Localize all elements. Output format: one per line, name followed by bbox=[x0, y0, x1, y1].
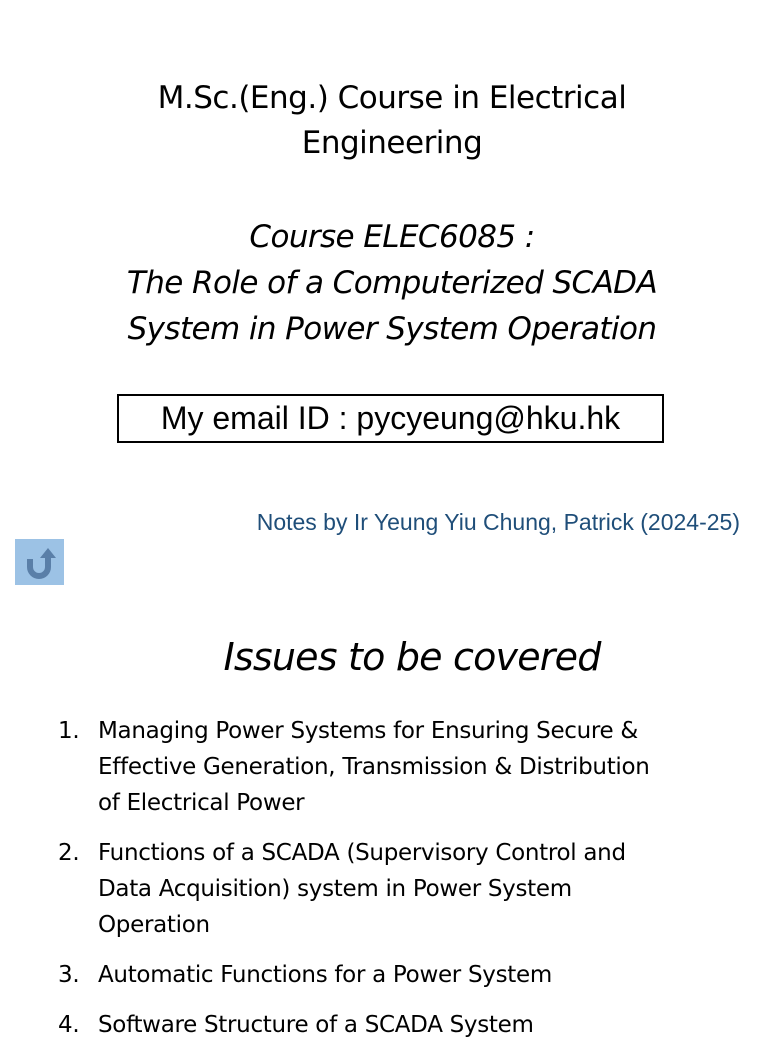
list-item bbox=[58, 835, 718, 943]
list-item-line: Effective Generation, Transmission & Distribution bbox=[98, 754, 650, 780]
list-item-line: Functions of a SCADA (Supervisory Control and bbox=[98, 840, 626, 866]
list-item bbox=[58, 1007, 718, 1043]
course-title bbox=[0, 76, 768, 166]
course-title-line: Engineering bbox=[301, 125, 483, 161]
list-item-line: Managing Power Systems for Ensuring Secure & bbox=[98, 718, 639, 744]
list-item-text bbox=[98, 835, 718, 943]
list-item-line: Data Acquisition) system in Power System bbox=[98, 876, 572, 902]
list-item-number: 4. bbox=[58, 1012, 80, 1038]
list-item-line: Software Structure of a SCADA System bbox=[98, 1012, 534, 1038]
email-box: My email ID : pycyeung@hku.hk bbox=[117, 394, 664, 443]
list-item-line: Operation bbox=[98, 912, 210, 938]
course-subtitle bbox=[0, 214, 768, 352]
list-item-text bbox=[98, 957, 718, 993]
issues-list bbox=[58, 713, 718, 1057]
issues-title: Issues to be covered bbox=[223, 635, 601, 679]
course-subtitle-line: System in Power System Operation bbox=[127, 311, 657, 347]
list-item-number: 3. bbox=[58, 962, 80, 988]
list-item-text bbox=[98, 713, 718, 821]
list-item-number: 1. bbox=[58, 718, 80, 744]
notes-credit: Notes by Ir Yeung Yiu Chung, Patrick (2024-25) bbox=[256, 509, 740, 535]
list-item-text bbox=[98, 1007, 718, 1043]
course-subtitle-line: Course ELEC6085 : bbox=[249, 219, 535, 255]
list-item bbox=[58, 957, 718, 993]
list-item-number: 2. bbox=[58, 840, 80, 866]
return-button[interactable] bbox=[15, 539, 64, 585]
course-subtitle-line: The Role of a Computerized SCADA bbox=[126, 265, 658, 301]
list-item bbox=[58, 713, 718, 821]
list-item-line: of Electrical Power bbox=[98, 790, 305, 816]
list-item-line: Automatic Functions for a Power System bbox=[98, 962, 552, 988]
course-title-line: M.Sc.(Eng.) Course in Electrical bbox=[157, 80, 627, 116]
return-arrow-icon bbox=[23, 545, 57, 579]
